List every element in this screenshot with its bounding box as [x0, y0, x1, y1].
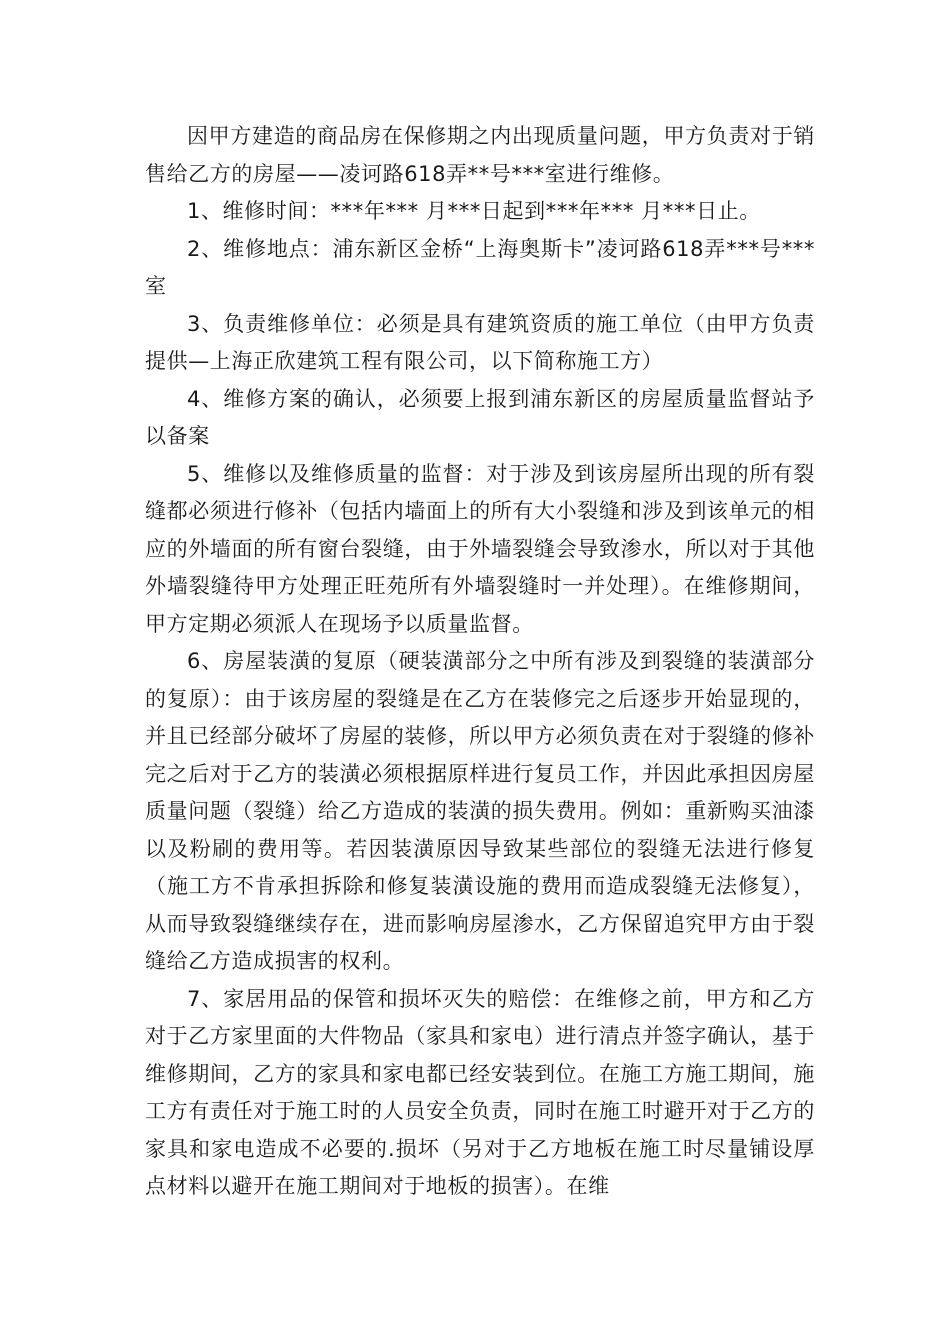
clause-1-repair-time: 1、维修时间：***年*** 月***日起到***年*** 月***日止。 — [187, 199, 761, 223]
clause-5-quality-supervision: 5、维修以及维修质量的监督：对于涉及到该房屋所出现的所有裂缝都必须进行修补（包括内墙面上的所有大小裂缝和涉及到该单元的相应的外墙面的所有窗台裂缝，由于外墙裂缝会导致渗水，所以对于其他外墙裂缝待甲方处理正旺苑所有外墙裂缝时一并处理）。在维修期间，甲方定期必须派人在现场予以质量监督。 — [145, 461, 815, 636]
clause-3-repair-unit: 3、负责维修单位：必须是具有建筑资质的施工单位（由甲方负责提供—上海正欣建筑工程有限公司，以下简称施工方） — [145, 311, 815, 373]
clause-4-plan-confirmation: 4、维修方案的确认，必须要上报到浦东新区的房屋质量监督站予以备案 — [145, 386, 815, 448]
clause-7-furniture-compensation: 7、家居用品的保管和损坏灭失的赔偿：在维修之前，甲方和乙方对于乙方家里面的大件物品（家具和家电）进行清点并签字确认，基于维修期间，乙方的家具和家电都已经安装到位。在施工方施工期间，施工方有责任对于施工时的人员安全负责，同时在施工时避开对于乙方的家具和家电造成不必要的.损坏（另对于乙方地板在施工时尽量铺设厚点材料以避开在施工期间对于地板的损害）。在维 — [145, 986, 815, 1198]
clause-6-decoration-restoration: 6、房屋装潢的复原（硬装潢部分之中所有涉及到裂缝的装潢部分的复原）：由于该房屋的裂缝是在乙方在装修完之后逐步开始显现的，并且已经部分破坏了房屋的装修，所以甲方必须负责在对于裂缝的修补完之后对于乙方的装潢必须根据原样进行复员工作，并因此承担因房屋质量问题（裂缝）给乙方造成的装潢的损失费用。例如：重新购买油漆以及粉刷的费用等。若因装潢原因导致某些部位的裂缝无法进行修复（施工方不肯承担拆除和修复装潢设施的费用而造成裂缝无法修复），从而导致裂缝继续存在，进而影响房屋渗水，乙方保留追究甲方由于裂缝给乙方造成损害的权利。 — [145, 649, 815, 973]
clause-2-repair-location: 2、维修地点：浦东新区金桥“上海奥斯卡”凌诃路618弄***号***室 — [145, 236, 815, 298]
document-body — [145, 118, 815, 1206]
intro-paragraph: 因甲方建造的商品房在保修期之内出现质量问题，甲方负责对于销售给乙方的房屋——凌诃路618弄**号***室进行维修。 — [145, 124, 815, 186]
